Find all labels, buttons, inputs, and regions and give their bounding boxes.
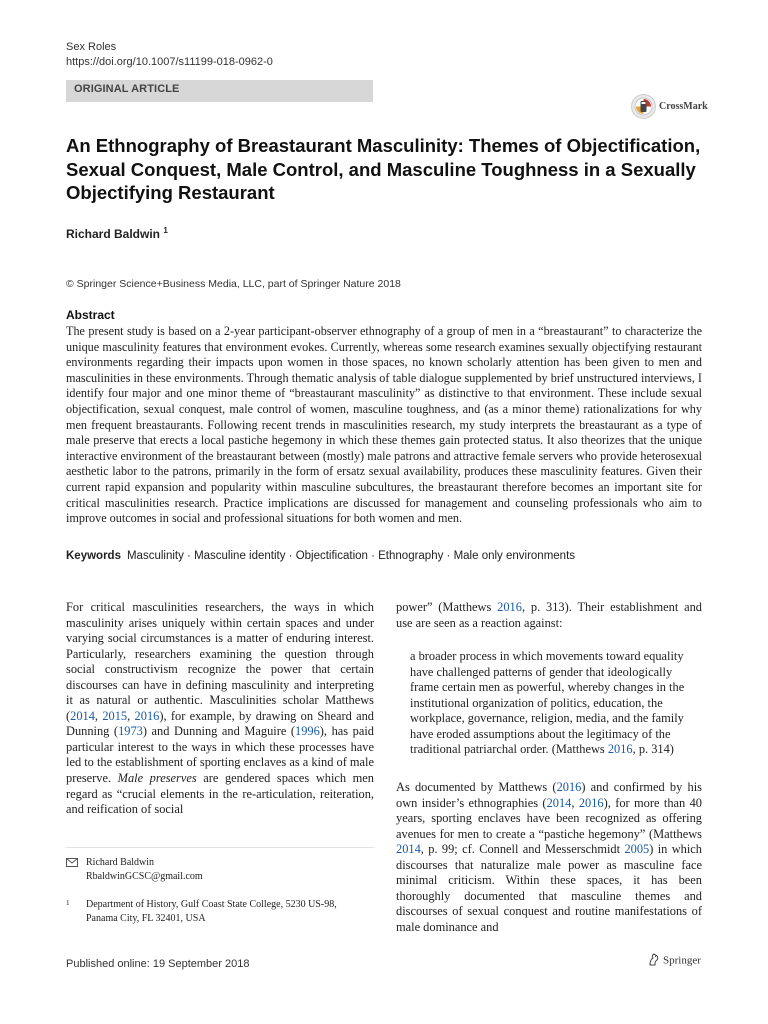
citation-link[interactable]: 2014: [70, 708, 95, 723]
body-text: ), has paid particular interest to the ways in which these processes have led to the establishment of sporting enclaves as a kind of male preserve.: [66, 724, 374, 786]
copyright-notice: © Springer Science+Business Media, LLC, part of Springer Nature 2018: [66, 278, 401, 290]
abstract-text: The present study is based on a 2-year participant-observer ethnography of a group of men in a “breastaurant” to characterize the unique masculinity features that environment evokes. Currently, whereas some research examines sexually objectifying restaurant environments regarding their impacts upon women in those spaces, no known scholarly attention has been given to men and masculinities in these environments. Through thematic analysis of table dialogue supplemented by brief unstructured interviews, I identify four major and one minor theme of “breastaurant masculinity” as distinctive to that environment. These include sexual objectification, sexual conquest, male control of women, masculine toughness, and (as a minor theme) rationalizations for why men frequent breastaurants. Following recent trends in masculinities research, my study interprets the breastaurant as a type of male preserve that erects a local pastiche hegemony in which these themes gain protected status. It also theorizes that the unique interactive environment of the breastaurant between (mostly) male patrons and attractive female servers who provide heterosexual aesthetic labor to the patrons, primarily in the form of ersatz sexual availability, produces these masculinity features. Given their current rapid expansion and popularity within masculine subcultures, the breastaurant therefore becomes an important site for critical masculinities research. Practice implications are discussed for management and counseling professionals who aim to improve outcomes in social and professional situations for both women and men.: [66, 324, 702, 526]
journal-name: Sex Roles: [66, 41, 117, 53]
body-text: ,: [94, 708, 103, 723]
article-title: An Ethnography of Breastaurant Masculinity: Themes of Objectification, Sexual Conquest, Male Control, and Masculine Toughness in a Sexually Objectifying Restaurant: [66, 135, 701, 203]
body-text: , p. 99; cf. Connell and Messerschmidt: [420, 842, 625, 857]
contact-name: Richard Baldwin: [86, 857, 155, 868]
author-name[interactable]: Richard Baldwin: [66, 227, 161, 241]
body-text: are gendered spaces which men regard as “crucial elements in the re-articulation, reiteration, and reification of social: [66, 771, 374, 817]
body-text: ) and confirmed by his own insider’s ethnographies (: [396, 780, 702, 810]
citation-link[interactable]: 2005: [624, 842, 650, 857]
published-date: Published online: 19 September 2018: [66, 958, 250, 970]
doi-link[interactable]: https://doi.org/10.1007/s11199-018-0962-0: [66, 56, 273, 68]
citation-link[interactable]: 2014: [396, 842, 421, 857]
publisher-logo: [648, 953, 701, 969]
citation-link[interactable]: 2016: [578, 795, 604, 810]
body-text: , p. 313). Their establishment and use are seen as a reaction against:: [396, 600, 702, 630]
abstract-heading: Abstract: [66, 308, 115, 322]
body-text: ) in which discourses that naturalize male power as masculine face minimal criticism. Within these spaces, it has been thoroughly documented that masculine themes and discourses of sexual conquest and routine manifestations of male dominance and: [396, 842, 702, 934]
body-text: ,: [571, 795, 579, 810]
citation-link[interactable]: 2015: [102, 708, 128, 723]
author-affiliation-marker: 1: [163, 226, 168, 235]
citation-link[interactable]: 2016: [556, 780, 582, 794]
body-text: ,: [127, 708, 135, 723]
body-right-column-bottom: [396, 780, 702, 935]
envelope-icon: [66, 858, 78, 872]
author-line: [66, 226, 168, 241]
body-text: For critical masculinities researchers, the ways in which masculinity arises uniquely within certain spaces and under varying social circumstances is a matter of enduring interest. Particularly, researchers examining the question through social constructivism recognize the power that certain discourses can have in defining masculinity and interpreting it as natural or authentic. Masculinities scholar Matthews (: [66, 600, 374, 723]
publisher-name: Springer: [663, 954, 701, 967]
body-left-column: [66, 600, 374, 818]
keywords-line: [66, 550, 706, 562]
footnote-divider: [66, 847, 374, 848]
body-text: As documented by Matthews (: [396, 780, 557, 794]
block-quote: [410, 649, 702, 758]
italic-term: Male preserves: [117, 771, 197, 786]
article-type-bar: [66, 80, 373, 102]
quote-text: , p. 314): [632, 742, 674, 757]
citation-link[interactable]: 1996: [295, 724, 320, 739]
body-text: power” (Matthews: [396, 600, 498, 614]
crossmark-label: CrossMark: [659, 101, 708, 112]
citation-link[interactable]: 2014: [546, 795, 572, 810]
keywords-label: Keywords: [66, 550, 121, 562]
body-text: ), for more than 40 years, sporting enclaves have been recognized as offering avenues for men to create a “pastiche hegemony” (Matthews: [396, 795, 702, 841]
body-right-column-top: [396, 600, 702, 631]
citation-link[interactable]: 1973: [118, 724, 143, 739]
citation-link[interactable]: 2016: [134, 708, 160, 723]
crossmark-badge[interactable]: [631, 94, 721, 120]
keywords-list: Masculinity · Masculine identity · Objectification · Ethnography · Male only environments: [126, 550, 576, 562]
springer-horse-icon: [648, 953, 660, 969]
contact-email[interactable]: RbaldwinGCSC@gmail.com: [86, 871, 203, 882]
crossmark-icon: [631, 94, 656, 119]
affiliation-number: 1: [66, 899, 70, 907]
body-text: ), for example, by drawing on Sheard and Dunning (: [66, 708, 374, 739]
citation-link[interactable]: 2016: [607, 742, 633, 757]
article-type-label: ORIGINAL ARTICLE: [74, 83, 180, 95]
affiliation-text: Department of History, Gulf Coast State College, 5230 US-98, Panama City, FL 32401, USA: [86, 899, 337, 924]
quote-text: a broader process in which movements toward equality have challenged patterns of gender that ideologically frame certain men as powerful, whereby changes in the institutional organization of politics, education, the workplace, governance, religion, media, and the family have eroded assumptions about the legitimacy of the traditional patriarchal order. (Matthews: [410, 649, 685, 757]
citation-link[interactable]: 2016: [497, 600, 522, 614]
body-text: ) and Dunning and Maguire (: [142, 724, 296, 739]
